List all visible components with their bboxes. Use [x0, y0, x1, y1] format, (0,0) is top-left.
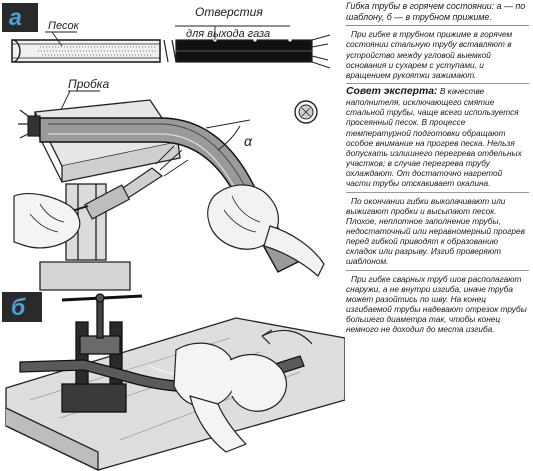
expert-tip-title: Совет эксперта: — [346, 85, 438, 97]
expert-tip-block — [346, 83, 529, 193]
paragraph-block-2 — [346, 193, 529, 271]
paragraph-finish: По окончании гибки выколачивают или выжигают пробки и высыпают песок. Плохое, неплотное заполнение трубы, недостаточный или неравномерный прогрев перед гибкой приводят к образованию складок или разрыву. Изгиб проверяют шаблоном. — [346, 195, 525, 267]
paragraph-block-3 — [346, 271, 529, 338]
pipe-cross-section — [295, 101, 317, 123]
paragraph-clamp: При гибке в трубном прижиме в горячем состоянии стальную трубу вставляют в устройство между угловой выемкой основания и сухарем с уступами, и вращением рукоятки зажимают. — [346, 29, 513, 80]
expert-tip — [346, 86, 529, 189]
expert-tip-text: В качестве наполнителя, исключающего смятие стальной трубы, чаще всего используется просеянный песок. В процессе температурной подготовки обращают особое внимание на прогрев песка. Нельзя допускать излишнего перегрева отдельных участков; в случае перегрева трубу охлаждают. От достаточно нагретой части трубы отскакивает окалина. — [346, 85, 522, 189]
figure-caption: Гибка трубы в горячем состоянии: а — по шаблону, б — в трубном прижиме. — [346, 1, 529, 26]
panel-b-badge — [2, 292, 42, 322]
label-angle: α — [244, 133, 252, 149]
panel-b-letter: б — [11, 294, 26, 320]
paragraph-welded: При гибке сварных труб шов располагают снаружи, а не внутри изгиба, иначе труба может разойтись по шву. На конец изгибаемой трубы надевают отрезок трубы большего диаметра так, чтобы конец немного не доходил до места изгиба. — [346, 273, 527, 335]
label-plug: Пробка — [68, 77, 110, 91]
label-holes-line1: Отверстия — [195, 5, 263, 19]
panel-a-letter: а — [9, 4, 22, 30]
label-sand: Песок — [48, 20, 79, 32]
label-holes-line2: для выхода газа — [186, 28, 271, 40]
paragraph-block-1 — [346, 26, 529, 83]
text-column — [346, 0, 529, 471]
panel-a-badge — [2, 3, 38, 32]
